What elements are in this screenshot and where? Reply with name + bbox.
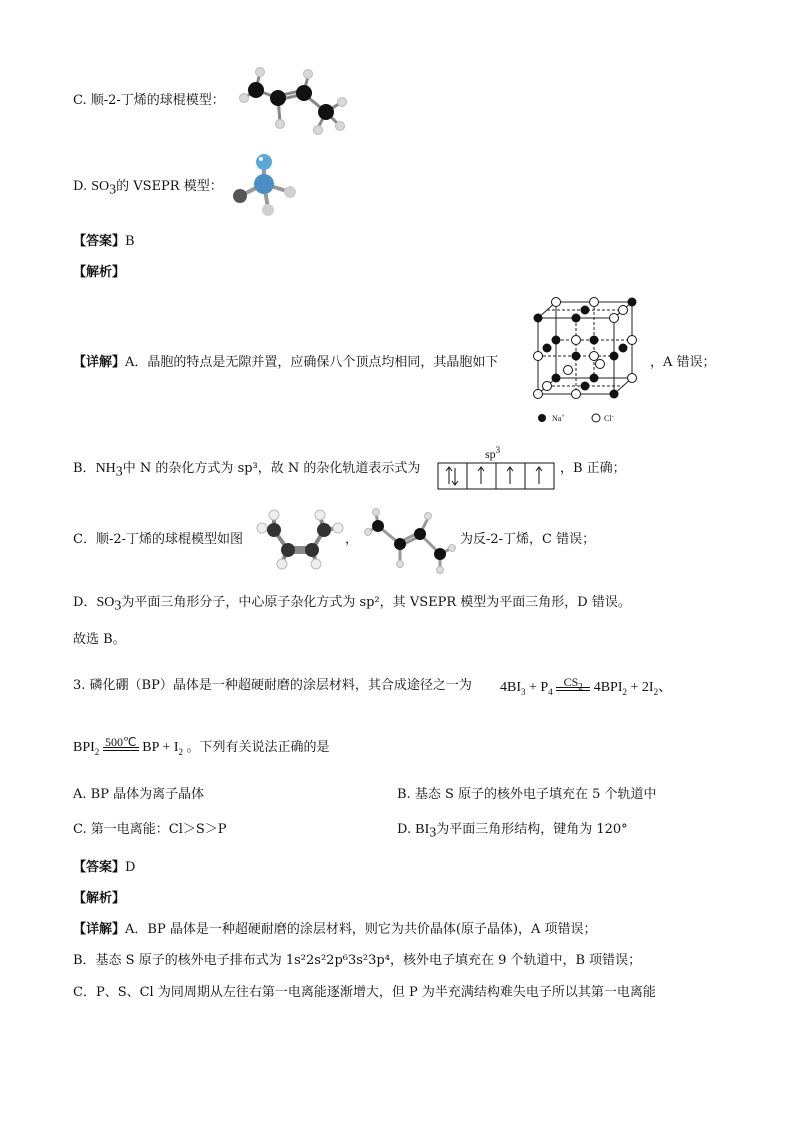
eq2-condition: 500℃ [105, 735, 137, 749]
q2-detail-c-line: C．顺-2-丁烯的球棍模型如图 [73, 532, 244, 547]
option-c-text: C. 顺-2-丁烯的球棍模型： [73, 93, 225, 108]
cis-butene-model-image [238, 64, 350, 136]
q3-detail-b: B．基态 S 原子的核外电子排布式为 1s²2s²2p⁶3s²3p⁴，核外电子填充在 9 个轨道中，B 项错误； [73, 953, 642, 968]
equation-1: $4BI_3 + P_4$ $CS_2$ $4BPI_2 + 2I_2$、 [500, 675, 673, 697]
nh3-formula: NH [95, 461, 116, 476]
q2-analysis-line [73, 264, 125, 282]
sp3-orbital-diagram [437, 462, 555, 490]
nacl-unit-cell-image [528, 296, 646, 428]
q2-detail-b-end: ，B 正确； [560, 461, 626, 476]
nh3-ball-stick-image [228, 152, 304, 218]
q2-detail-c-end: 为反-2-丁烯，C 错误； [460, 532, 596, 547]
q2-detail-b-line: B．$NH_3$中 N 的杂化方式为 sp³，故 N 的杂化轨道表示式为 [73, 461, 421, 480]
answer-tag: 【答案】 [73, 234, 126, 249]
orbital-label: $sp^3$ [485, 445, 501, 461]
analysis-tag: 【解析】 [73, 265, 126, 280]
option-c-line [73, 92, 225, 110]
q2-detail-d-line: D．$SO_3$为平面三角形分子，中心原子杂化方式为 sp²，其 VSEPR 模型为平面三角形，D 错误。 [73, 595, 631, 614]
so3-formula: SO [91, 179, 110, 194]
q3-option-d: D. $BI_3$为平面三角形结构，键角为 120° [397, 822, 628, 841]
q2-detail-a-line: 【详解】A．晶胞的特点是无隙并置，应确保八个顶点均相同，其晶胞如下 [73, 355, 499, 370]
eq1-condition: $CS_2$ [563, 675, 583, 692]
q3-detail-a: 【详解】A．BP 晶体是一种超硬耐磨的涂层材料，则它为共价晶体(原子晶体)，A 项错误； [73, 922, 597, 937]
q3-detail-c: C．P、S、Cl 为同周期从左往右第一电离能逐渐增大，但 P 为半充满结构难失电子所以其第一电离能 [73, 985, 656, 1000]
equation-2: $BPI_2$ 500℃ BP + $I_2$ 。下列有关说法正确的是 [73, 735, 330, 757]
answer-value: D [125, 860, 136, 875]
q2-conclusion: 故选 B。 [73, 632, 126, 647]
q2-detail-c-comma: ， [345, 532, 359, 547]
svg-text:Na+: Na+ [552, 414, 565, 423]
q2-answer-line [73, 233, 135, 251]
cis-butene-image [254, 508, 346, 570]
q3-analysis-line: 【解析】 [73, 891, 126, 906]
q2-detail-a-end: ，A 错误； [650, 355, 716, 370]
q3-option-b: B. 基态 S 原子的核外电子填充在 5 个轨道中 [397, 787, 657, 802]
q3-option-a: A. BP 晶体为离子晶体 [73, 787, 205, 802]
svg-text:Cl-: Cl- [604, 414, 614, 423]
answer-value: B [125, 234, 135, 249]
option-d-line: D. $SO_3$的 VSEPR 模型： [73, 179, 223, 198]
q3-answer-line: 【答案】D [73, 860, 136, 875]
trans-butene-image [364, 506, 456, 574]
q3-option-c: C. 第一电离能：Cl＞S＞P [73, 822, 227, 837]
q3-stem-line1: 3. 磷化硼（BP）晶体是一种超硬耐磨的涂层材料，其合成途径之一为 [73, 678, 472, 693]
